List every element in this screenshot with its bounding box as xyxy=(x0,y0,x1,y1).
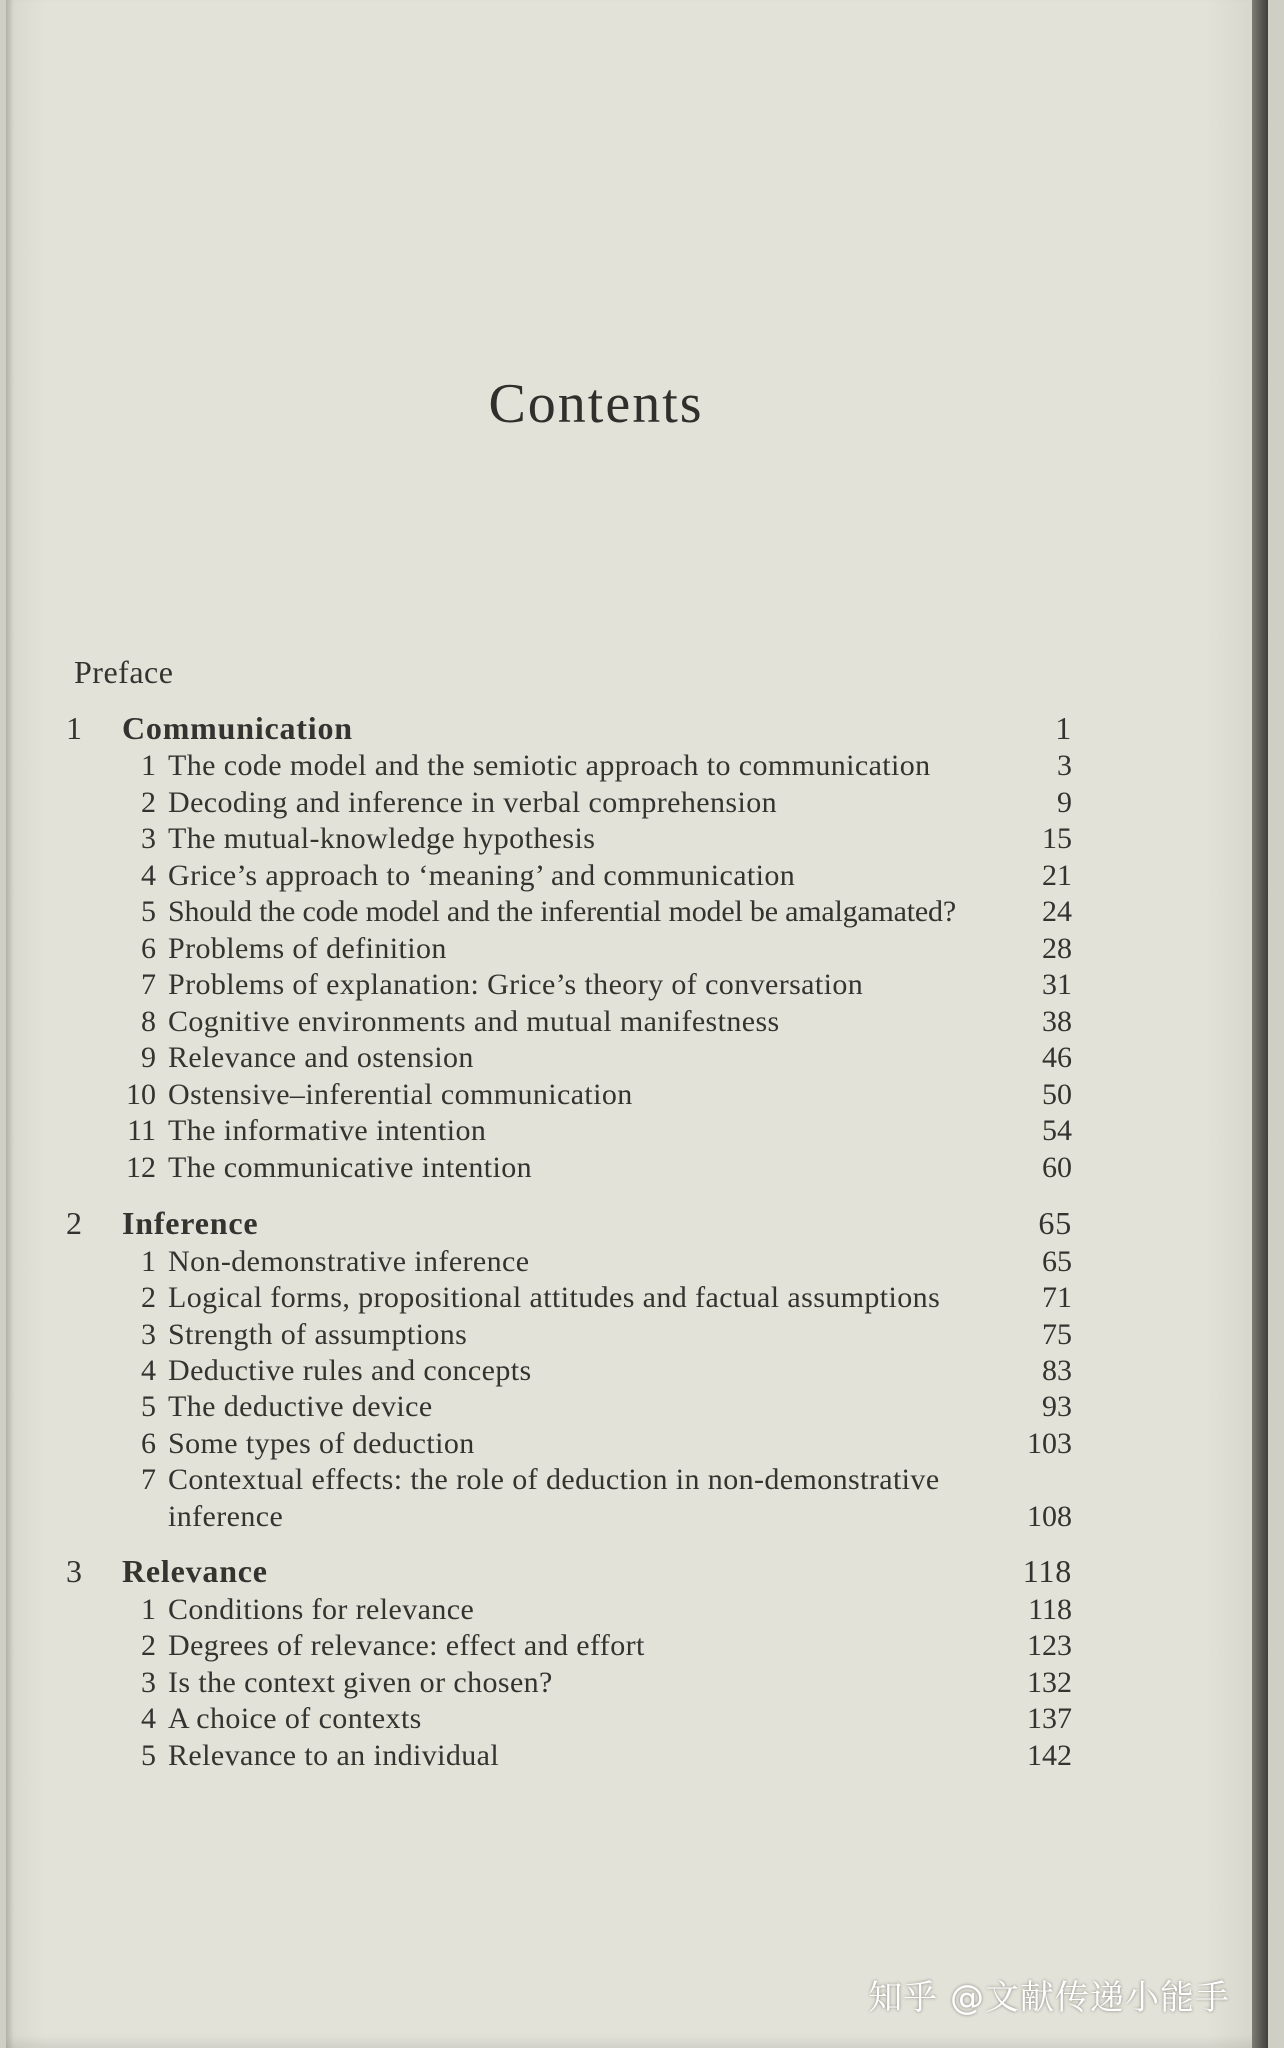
page-number: 71 xyxy=(1042,1281,1072,1314)
section-number: 9 xyxy=(141,1041,156,1074)
section-number: 2 xyxy=(141,1629,156,1662)
page-number: 46 xyxy=(1042,1041,1072,1074)
section-number: 5 xyxy=(141,1390,156,1423)
section-title: The code model and the semiotic approach to communication xyxy=(168,749,931,782)
toc-section xyxy=(6,1353,1268,1389)
toc-section xyxy=(6,1701,1268,1737)
page-number: 1 xyxy=(1055,710,1072,746)
section-number: 7 xyxy=(141,1463,156,1496)
section-title: Decoding and inference in verbal comprehension xyxy=(168,786,777,819)
page-number: 108 xyxy=(1027,1500,1072,1533)
page-number: 93 xyxy=(1042,1390,1072,1423)
section-title: Deductive rules and concepts xyxy=(168,1354,532,1387)
section-number: 6 xyxy=(141,932,156,965)
toc-section xyxy=(6,821,1268,857)
section-title: Some types of deduction xyxy=(168,1427,475,1460)
page-number: 137 xyxy=(1027,1702,1072,1735)
section-title: Problems of definition xyxy=(168,932,447,965)
toc-preface: Preface xyxy=(74,654,174,690)
toc-section xyxy=(6,1426,1268,1462)
book-page xyxy=(6,0,1268,2048)
page-number: 21 xyxy=(1042,859,1072,892)
toc-section xyxy=(6,1004,1268,1040)
section-number: 6 xyxy=(141,1427,156,1460)
page-number: 118 xyxy=(1022,1553,1072,1589)
toc-chapter-1 xyxy=(6,710,1268,746)
toc-section xyxy=(6,967,1268,1003)
toc-section xyxy=(6,1665,1268,1701)
watermark-text: 知乎 @文献传递小能手 xyxy=(868,1978,1230,2018)
page-number: 103 xyxy=(1027,1427,1072,1460)
toc-chapter-2 xyxy=(6,1205,1268,1241)
section-title: Is the context given or chosen? xyxy=(168,1666,553,1699)
page-number: 38 xyxy=(1042,1005,1072,1038)
section-title: Relevance and ostension xyxy=(168,1041,474,1074)
section-title-continued: inference xyxy=(168,1500,284,1533)
section-number: 3 xyxy=(141,1666,156,1699)
toc-section xyxy=(6,858,1268,894)
section-number: 12 xyxy=(126,1151,156,1184)
page-number: 65 xyxy=(1042,1245,1072,1278)
section-number: 3 xyxy=(141,822,156,855)
section-number: 4 xyxy=(141,1354,156,1387)
section-number: 5 xyxy=(141,895,156,928)
toc-section xyxy=(6,1244,1268,1280)
page-number: 24 xyxy=(1042,895,1072,928)
toc-section xyxy=(6,1077,1268,1113)
section-number: 1 xyxy=(141,749,156,782)
chapter-title: Inference xyxy=(122,1205,259,1241)
toc-section xyxy=(6,1040,1268,1076)
toc-section xyxy=(6,1592,1268,1628)
toc-section xyxy=(6,1462,1268,1498)
section-number: 2 xyxy=(141,1281,156,1314)
section-title: A choice of contexts xyxy=(168,1702,422,1735)
page-number: 50 xyxy=(1042,1078,1072,1111)
section-title: The deductive device xyxy=(168,1390,433,1423)
section-number: 2 xyxy=(141,786,156,819)
section-number: 5 xyxy=(141,1739,156,1772)
section-title: Relevance to an individual xyxy=(168,1739,500,1772)
page-number: 65 xyxy=(1038,1205,1072,1241)
section-title: Non-demonstrative inference xyxy=(168,1245,530,1278)
page-number: 75 xyxy=(1042,1318,1072,1351)
section-number: 7 xyxy=(141,968,156,1001)
section-title: The informative intention xyxy=(168,1114,487,1147)
toc-section-continued xyxy=(6,1499,1268,1535)
page-number: 3 xyxy=(1057,749,1072,782)
chapter-number: 3 xyxy=(66,1553,83,1589)
toc-chapter-3 xyxy=(6,1553,1268,1589)
toc-section xyxy=(6,1317,1268,1353)
section-title: The mutual-knowledge hypothesis xyxy=(168,822,596,855)
section-title: Logical forms, propositional attitudes and factual assumptions xyxy=(168,1281,941,1314)
toc-section xyxy=(6,1113,1268,1149)
section-title: Strength of assumptions xyxy=(168,1318,468,1351)
section-number: 1 xyxy=(141,1593,156,1626)
toc-section xyxy=(6,1150,1268,1186)
toc-section xyxy=(6,1389,1268,1425)
page-number: 83 xyxy=(1042,1354,1072,1387)
page-number: 28 xyxy=(1042,932,1072,965)
page-number: 60 xyxy=(1042,1151,1072,1184)
section-title: Ostensive–inferential communication xyxy=(168,1078,633,1111)
section-title: The communicative intention xyxy=(168,1151,533,1184)
section-number: 10 xyxy=(126,1078,156,1111)
section-number: 1 xyxy=(141,1245,156,1278)
page-number: 132 xyxy=(1027,1666,1072,1699)
page-number: 15 xyxy=(1042,822,1072,855)
section-title: Should the code model and the inferential model be amalgamated? xyxy=(168,895,956,928)
section-number: 11 xyxy=(127,1114,156,1147)
section-title: Degrees of relevance: effect and effort xyxy=(168,1629,645,1662)
page-number: 123 xyxy=(1027,1629,1072,1662)
section-number: 4 xyxy=(141,1702,156,1735)
toc-section xyxy=(6,785,1268,821)
page-number: 142 xyxy=(1027,1739,1072,1772)
toc-section xyxy=(6,1738,1268,1774)
section-number: 4 xyxy=(141,859,156,892)
section-number: 3 xyxy=(141,1318,156,1351)
page-title: Contents xyxy=(488,373,704,435)
chapter-title: Relevance xyxy=(122,1553,268,1589)
section-title: Grice’s approach to ‘meaning’ and communication xyxy=(168,859,796,892)
chapter-title: Communication xyxy=(122,710,353,746)
toc-section xyxy=(6,931,1268,967)
toc-section xyxy=(6,1280,1268,1316)
page-number: 9 xyxy=(1057,786,1072,819)
section-title: Problems of explanation: Grice’s theory of conversation xyxy=(168,968,864,1001)
toc-section xyxy=(6,1628,1268,1664)
chapter-number: 1 xyxy=(66,710,83,746)
section-title: Conditions for relevance xyxy=(168,1593,475,1626)
page-number: 118 xyxy=(1028,1593,1072,1626)
section-title: Cognitive environments and mutual manifestness xyxy=(168,1005,780,1038)
section-number: 8 xyxy=(141,1005,156,1038)
toc-section xyxy=(6,748,1268,784)
chapter-number: 2 xyxy=(66,1205,83,1241)
section-title: Contextual effects: the role of deduction in non-demonstrative xyxy=(168,1463,940,1496)
toc-section xyxy=(6,894,1268,930)
page-number: 54 xyxy=(1042,1114,1072,1147)
page-number: 31 xyxy=(1042,968,1072,1001)
